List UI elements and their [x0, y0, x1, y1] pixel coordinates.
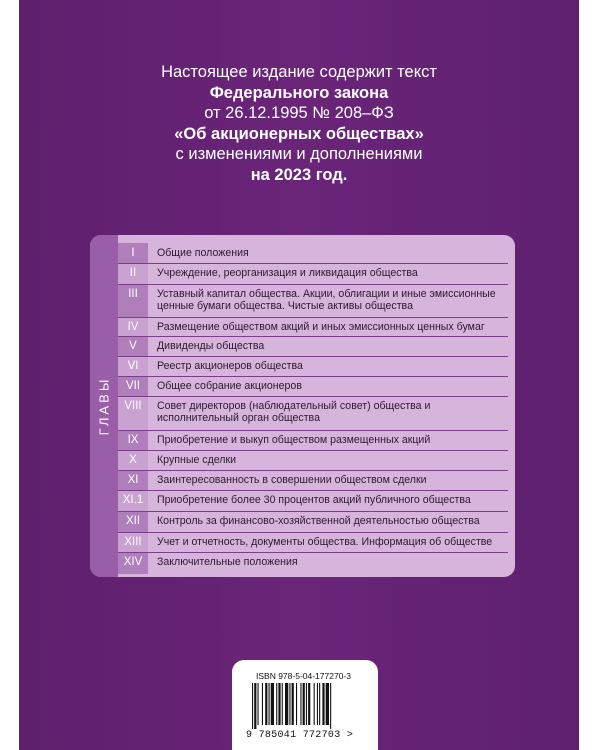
intro-text [19, 62, 579, 185]
isbn-label: ISBN 978-5-04-177270-3 [256, 671, 351, 681]
chapter-title: Дивиденды общества [157, 340, 265, 352]
barcode-bar [258, 683, 259, 725]
barcode-bar [330, 683, 331, 729]
barcode-bar [326, 683, 329, 725]
barcode-bar [252, 683, 253, 729]
chapter-number: XIV [118, 552, 148, 574]
chapter-row [118, 430, 508, 450]
chapter-number: V [118, 336, 148, 356]
barcode-bar [271, 683, 274, 725]
chapter-row [118, 552, 508, 574]
chapter-row [118, 490, 508, 511]
barcode-bar [296, 683, 297, 725]
chapter-row [118, 450, 508, 470]
barcode-bar [314, 683, 315, 725]
chapter-row [118, 243, 508, 263]
chapter-number: IX [118, 430, 148, 450]
chapter-title: Совет директоров (наблюдательный совет) общества и исполнительный орган общества [157, 400, 431, 424]
chapter-row [118, 284, 508, 317]
chapter-number: X [118, 450, 148, 470]
isbn-barcode-box [232, 660, 378, 750]
barcode-bar [292, 683, 294, 725]
chapter-number: I [118, 243, 148, 263]
chapter-row [118, 356, 508, 376]
barcode-bar [276, 683, 277, 725]
intro-line-3: от 26.12.1995 № 208–ФЗ [204, 104, 394, 122]
chapter-title: Общее собрание акционеров [157, 380, 302, 392]
chapter-title: Приобретение и выкуп обществом размещенных акций [157, 434, 431, 446]
barcode-bar [303, 683, 305, 725]
barcode-bar [308, 683, 310, 725]
chapter-title: Крупные сделки [157, 454, 237, 466]
chapter-title: Приобретение более 30 процентов акций публичного общества [157, 494, 471, 506]
chapter-row [118, 336, 508, 356]
chapter-title: Контроль за финансово-хозяйственной деятельностью общества [157, 515, 480, 527]
chapter-number: VII [118, 376, 148, 396]
intro-line-5: с изменениями и дополнениями [175, 145, 423, 163]
barcode-bar [319, 683, 320, 725]
barcode-bar [317, 683, 318, 725]
barcode-bar [300, 683, 301, 725]
chapter-title: Заключительные положения [157, 556, 298, 568]
intro-line-6: на 2023 год. [250, 165, 348, 184]
chapter-number: IV [118, 317, 148, 336]
chapter-row [118, 470, 508, 490]
chapter-number: III [118, 284, 148, 317]
intro-line-1: Настоящее издание содержит текст [161, 63, 437, 81]
barcode-bar [285, 683, 288, 725]
intro-line-2: Федерального закона [209, 83, 389, 102]
barcode-bar [262, 683, 263, 725]
barcode-bar [269, 683, 270, 725]
chapter-title: Заинтересованность в совершении обществом сделки [157, 474, 427, 486]
barcode-bar [322, 683, 324, 725]
chapter-row [118, 511, 508, 532]
chapters-side-label: ГЛАВЫ [96, 376, 112, 436]
chapter-row [118, 263, 508, 284]
chapter-title: Реестр акционеров общества [157, 360, 303, 372]
intro-line-4: «Об акционерных обществах» [174, 124, 424, 143]
chapter-row [118, 376, 508, 396]
chapter-row [118, 532, 508, 552]
chapter-row [118, 396, 508, 430]
chapter-number: XI [118, 470, 148, 490]
chapter-title: Учет и отчетность, документы общества. Информация об обществе [157, 536, 493, 548]
chapter-title: Учреждение, реорганизация и ликвидация общества [157, 267, 418, 279]
chapter-number: XI.1 [118, 490, 148, 511]
barcode-bar [254, 683, 256, 729]
barcode-bar [278, 683, 280, 725]
chapter-number: XII [118, 511, 148, 532]
barcode-bar [289, 683, 290, 725]
barcode-bar [306, 683, 307, 725]
barcode-bar [282, 683, 283, 725]
chapter-number: VI [118, 356, 148, 376]
chapter-number: VIII [118, 396, 148, 430]
chapter-number: II [118, 263, 148, 284]
chapters-panel [90, 235, 515, 577]
barcode-bar [265, 683, 267, 725]
chapter-number: XIII [118, 532, 148, 552]
chapter-title: Уставный капитал общества. Акции, облигации и иные эмиссионные ценные бумаги общества. Чистые активы общества [157, 288, 496, 312]
barcode-icon [252, 683, 358, 729]
barcode-digits: 9 785041 772703 > [246, 730, 354, 741]
chapters-side-strip [90, 235, 118, 577]
chapter-title: Размещение обществом акций и иных эмиссионных ценных бумаг [157, 321, 485, 333]
chapter-list [118, 243, 508, 574]
chapter-row [118, 317, 508, 336]
chapter-title: Общие положения [157, 247, 249, 259]
